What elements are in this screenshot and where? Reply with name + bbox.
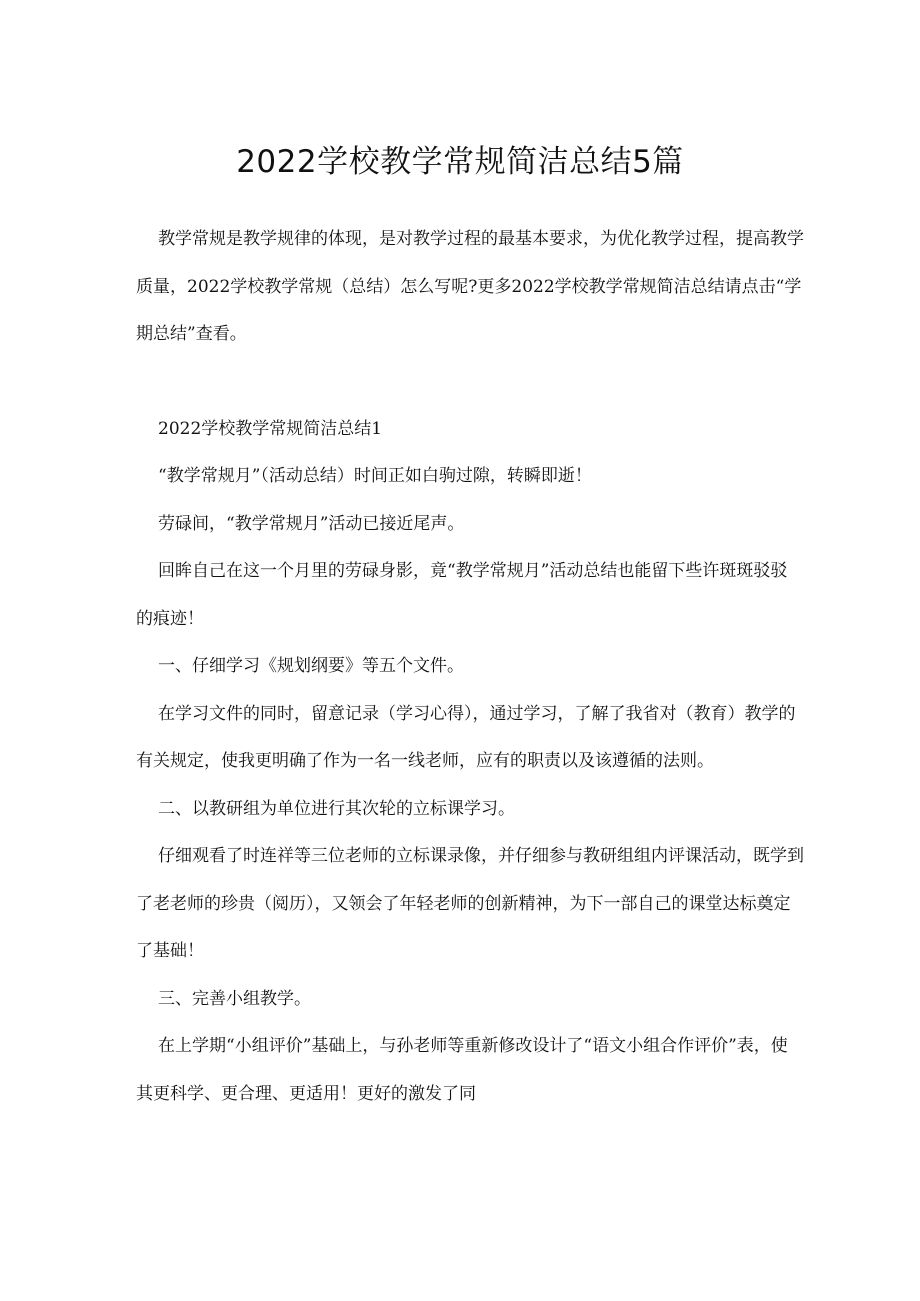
document-title: 2022学校教学常规简洁总结5篇 xyxy=(236,144,684,180)
body-paragraph: “教学常规月”（活动总结）时间正如白驹过隙，转瞬即逝！ xyxy=(158,466,592,486)
subheading: 三、完善小组教学。 xyxy=(158,988,311,1009)
body-paragraph: 仔细观看了时连祥等三位老师的立标课录像，并仔细参与教研组组内评课活动，既学到了老老师的珍贵（阅历），又领会了年轻老师的创新精神，为下一部自己的课堂达标奠定了基础！ xyxy=(136,846,804,961)
subheading: 一、仔细学习《规划纲要》等五个文件。 xyxy=(158,656,464,676)
paragraph-gap xyxy=(136,359,804,406)
subheading: 二、以教研组为单位进行其次轮的立标课学习。 xyxy=(158,798,515,819)
intro-paragraph: 教学常规是教学规律的体现，是对教学过程的最基本要求，为优化教学过程，提高教学质量，2022学校教学常规（总结）怎么写呢?更多2022学校教学常规简洁总结请点击“学期总结”查看。 xyxy=(136,229,804,344)
body-paragraph: 在上学期“小组评价”基础上，与孙老师等重新修改设计了“语文小组合作评价”表，使其更科学、更合理、更适用！更好的激发了同 xyxy=(136,1036,788,1104)
document-body xyxy=(136,216,804,1118)
body-paragraph: 劳碌间，“教学常规月”活动已接近尾声。 xyxy=(158,513,465,534)
body-paragraph: 在学习文件的同时，留意记录（学习心得），通过学习，了解了我省对（教育）教学的有关规定，使我更明确了作为一名一线老师，应有的职责以及该遵循的法则。 xyxy=(136,703,796,771)
body-paragraph: 回眸自己在这一个月里的劳碌身影，竟“教学常规月”活动总结也能留下些许斑斑驳驳的痕迹！ xyxy=(136,561,788,629)
section-heading: 2022学校教学常规简洁总结1 xyxy=(158,418,383,439)
